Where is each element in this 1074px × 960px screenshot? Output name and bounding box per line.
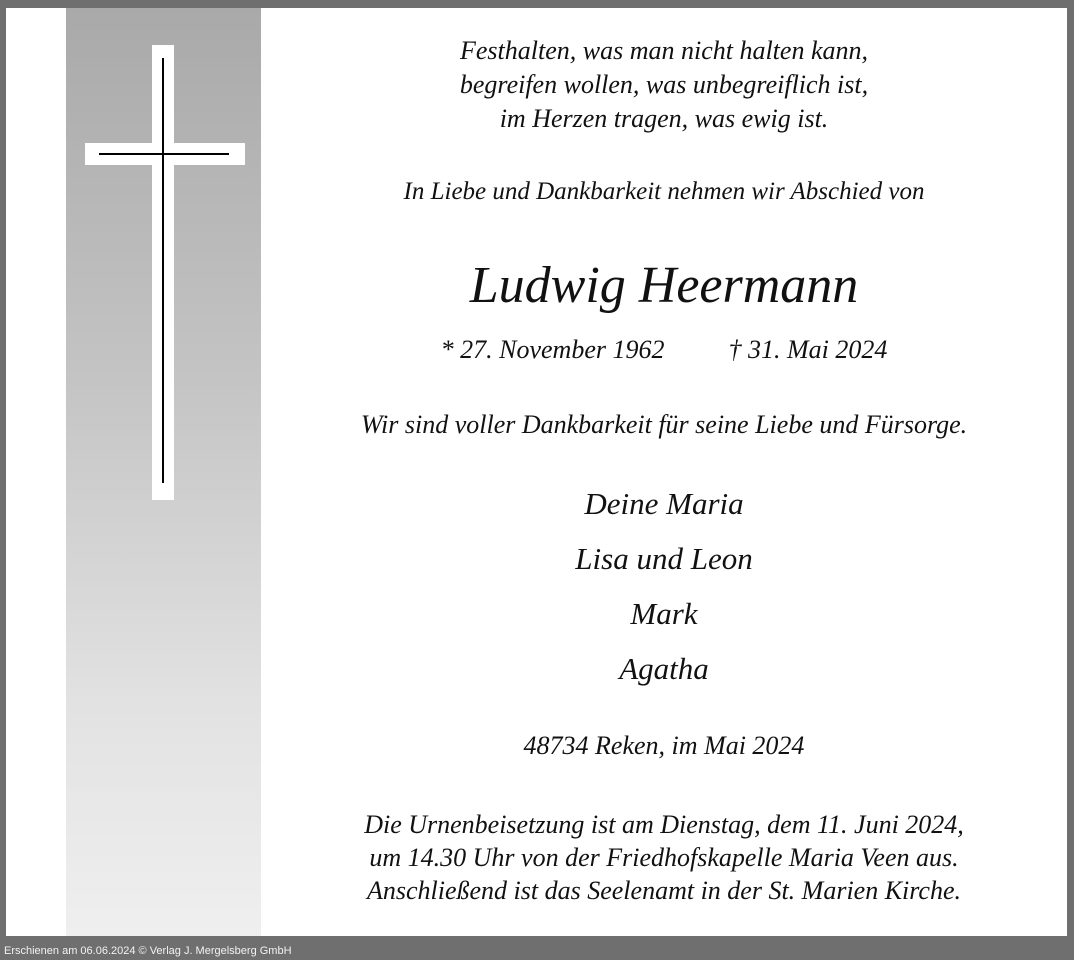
obituary-text	[261, 8, 1067, 936]
life-dates	[261, 335, 1067, 365]
poem-line-2: begreifen wollen, was unbegreiflich ist,	[459, 70, 869, 99]
birth-date: * 27. November 1962	[440, 335, 665, 364]
deceased-name: Ludwig Heermann	[469, 257, 859, 314]
funeral-line-2: um 14.30 Uhr von der Friedhofskapelle Maria Veen aus.	[369, 843, 959, 872]
family-member: Mark	[630, 596, 698, 631]
family-member: Lisa und Leon	[575, 541, 753, 576]
poem-line-1: Festhalten, was man nicht halten kann,	[459, 36, 868, 65]
intro-text: In Liebe und Dankbarkeit nehmen wir Abschied von	[403, 178, 925, 205]
family-member: Agatha	[619, 651, 709, 686]
poem-line-3: im Herzen tragen, was ewig ist.	[499, 104, 829, 133]
thanks-text: Wir sind voller Dankbarkeit für seine Liebe und Fürsorge.	[360, 410, 968, 439]
funeral-line-1: Die Urnenbeisetzung ist am Dienstag, dem 11. Juni 2024,	[364, 810, 964, 839]
publication-footer: Erschienen am 06.06.2024 © Verlag J. Mergelsberg GmbH	[4, 945, 292, 957]
death-date: † 31. Mai 2024	[728, 335, 888, 364]
funeral-line-3: Anschließend ist das Seelenamt in der St. Marien Kirche.	[366, 876, 962, 905]
family-member: Deine Maria	[584, 486, 744, 521]
obituary-page	[6, 8, 1067, 936]
place-date: 48734 Reken, im Mai 2024	[523, 731, 805, 760]
